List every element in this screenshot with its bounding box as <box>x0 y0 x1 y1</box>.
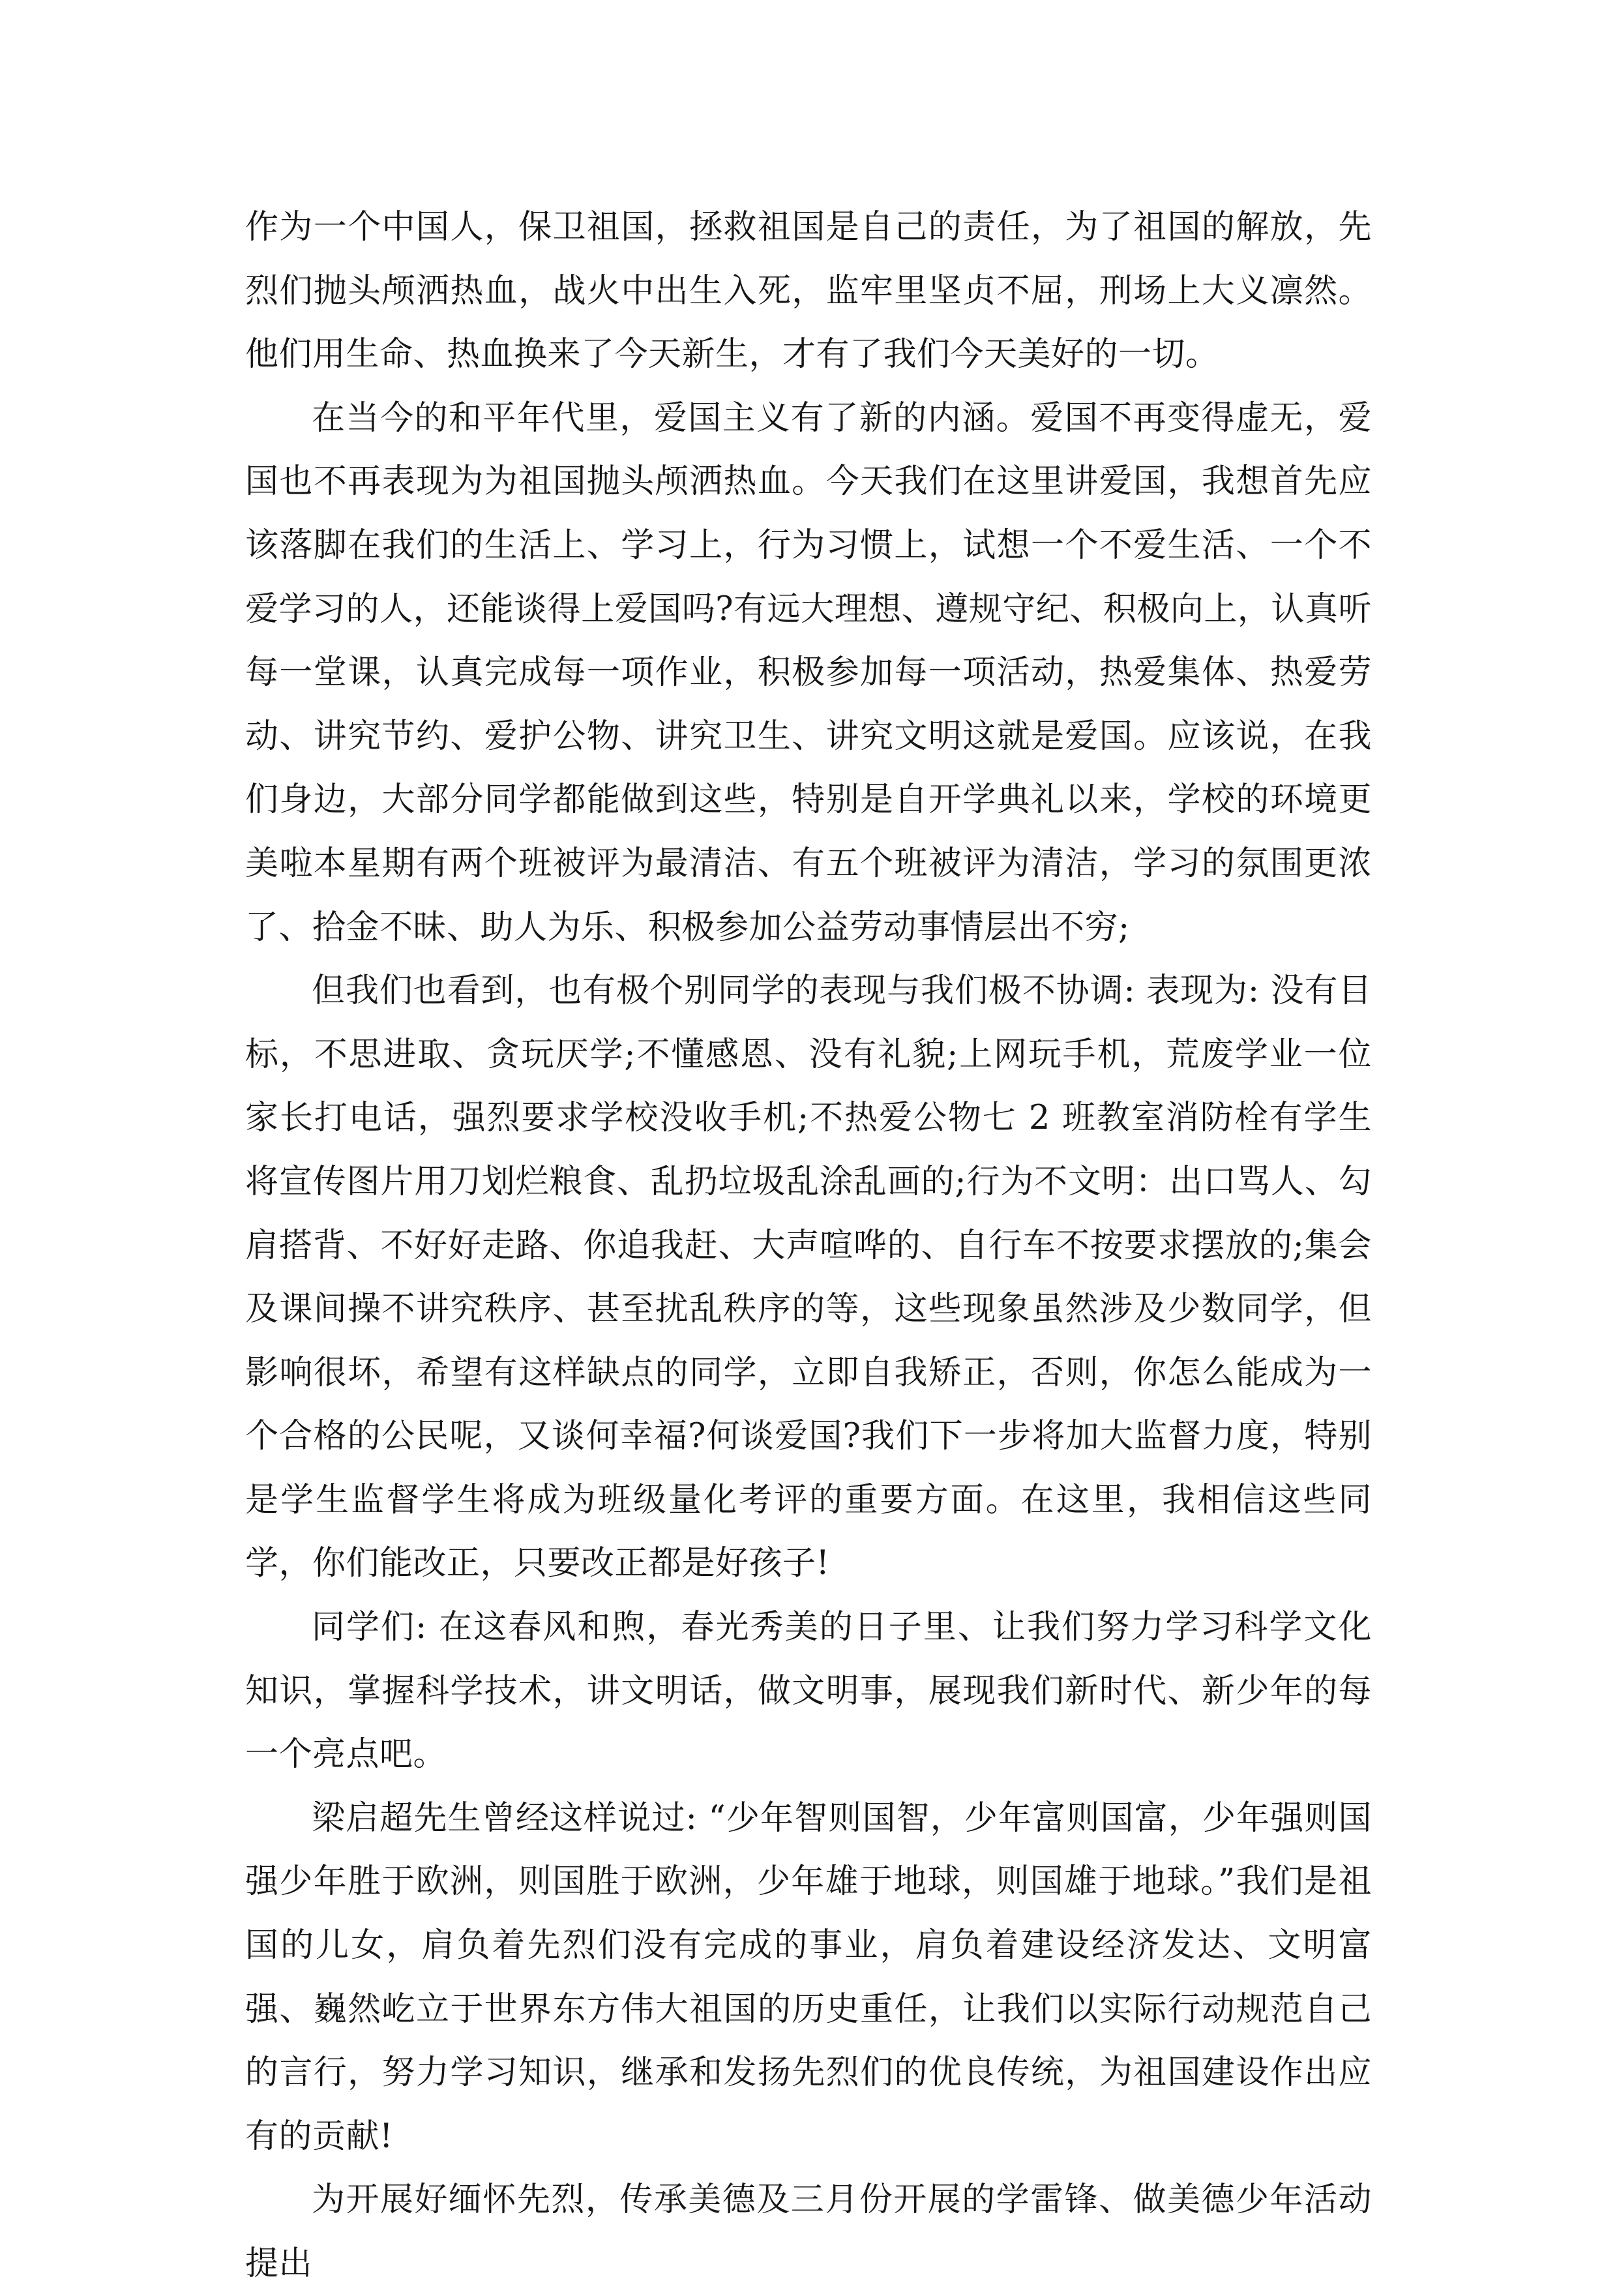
paragraph-5: 梁启超先生曾经这样说过: “少年智则国智，少年富则国富，少年强则国强少年胜于欧洲，则国胜于欧洲，少年雄于地球，则国雄于地球。”我们是祖国的儿女，肩负着先烈们没有完成的事业，肩负着建设经济发达、文明富强、巍然屹立于世界东方伟大祖国的历史重任，让我们以实际行动规范自己的言行，努力学习知识，继承和发扬先烈们的优良传统，为祖国建设作出应有的贡献! <box>245 1798 1372 2156</box>
document-body <box>245 196 1372 2296</box>
paragraph-3: 但我们也看到，也有极个别同学的表现与我们极不协调: 表现为: 没有目标，不思进取、贪玩厌学;不懂感恩、没有礼貌;上网玩手机，荒废学业一位家长打电话，强烈要求学校没收手机;不热爱公物七 2 班教室消防栓有学生将宣传图片用刀划烂粮食、乱扔垃圾乱涂乱画的;行为不文明：出口骂人、勾肩搭背、不好好走路、你追我赶、大声喧哗的、自行车不按要求摆放的;集会及课间操不讲究秩序、甚至扰乱秩序的等，这些现象虽然涉及少数同学，但影响很坏，希望有这样缺点的同学，立即自我矫正，否则，你怎么能成为一个合格的公民呢，又谈何幸福?何谈爱国?我们下一步将加大监督力度，特别是学生监督学生将成为班级量化考评的重要方面。在这里，我相信这些同学，你们能改正，只要改正都是好孩子! <box>245 972 1372 1583</box>
paragraph-6: 为开展好缅怀先烈，传承美德及三月份开展的学雷锋、做美德少年活动提出 <box>245 2181 1372 2283</box>
paragraph-1: 作为一个中国人，保卫祖国，拯救祖国是自己的责任，为了祖国的解放，先烈们抛头颅洒热血，战火中出生入死，监牢里坚贞不屈，刑场上大义凛然。他们用生命、热血换来了今天新生，才有了我们今天美好的一切。 <box>245 208 1372 374</box>
paragraph-2: 在当今的和平年代里，爱国主义有了新的内涵。爱国不再变得虚无，爱国也不再表现为为祖国抛头颅洒热血。今天我们在这里讲爱国，我想首先应该落脚在我们的生活上、学习上，行为习惯上，试想一个不爱生活、一个不爱学习的人，还能谈得上爱国吗?有远大理想、遵规守纪、积极向上，认真听每一堂课，认真完成每一项作业，积极参加每一项活动，热爱集体、热爱劳动、讲究节约、爱护公物、讲究卫生、讲究文明这就是爱国。应该说，在我们身边，大部分同学都能做到这些，特别是自开学典礼以来，学校的环境更美啦本星期有两个班被评为最清洁、有五个班被评为清洁，学习的氛围更浓了、拾金不昧、助人为乐、积极参加公益劳动事情层出不穷; <box>245 398 1372 947</box>
paragraph-4: 同学们: 在这春风和煦，春光秀美的日子里、让我们努力学习科学文化知识，掌握科学技术，讲文明话，做文明事，展现我们新时代、新少年的每一个亮点吧。 <box>245 1608 1372 1774</box>
